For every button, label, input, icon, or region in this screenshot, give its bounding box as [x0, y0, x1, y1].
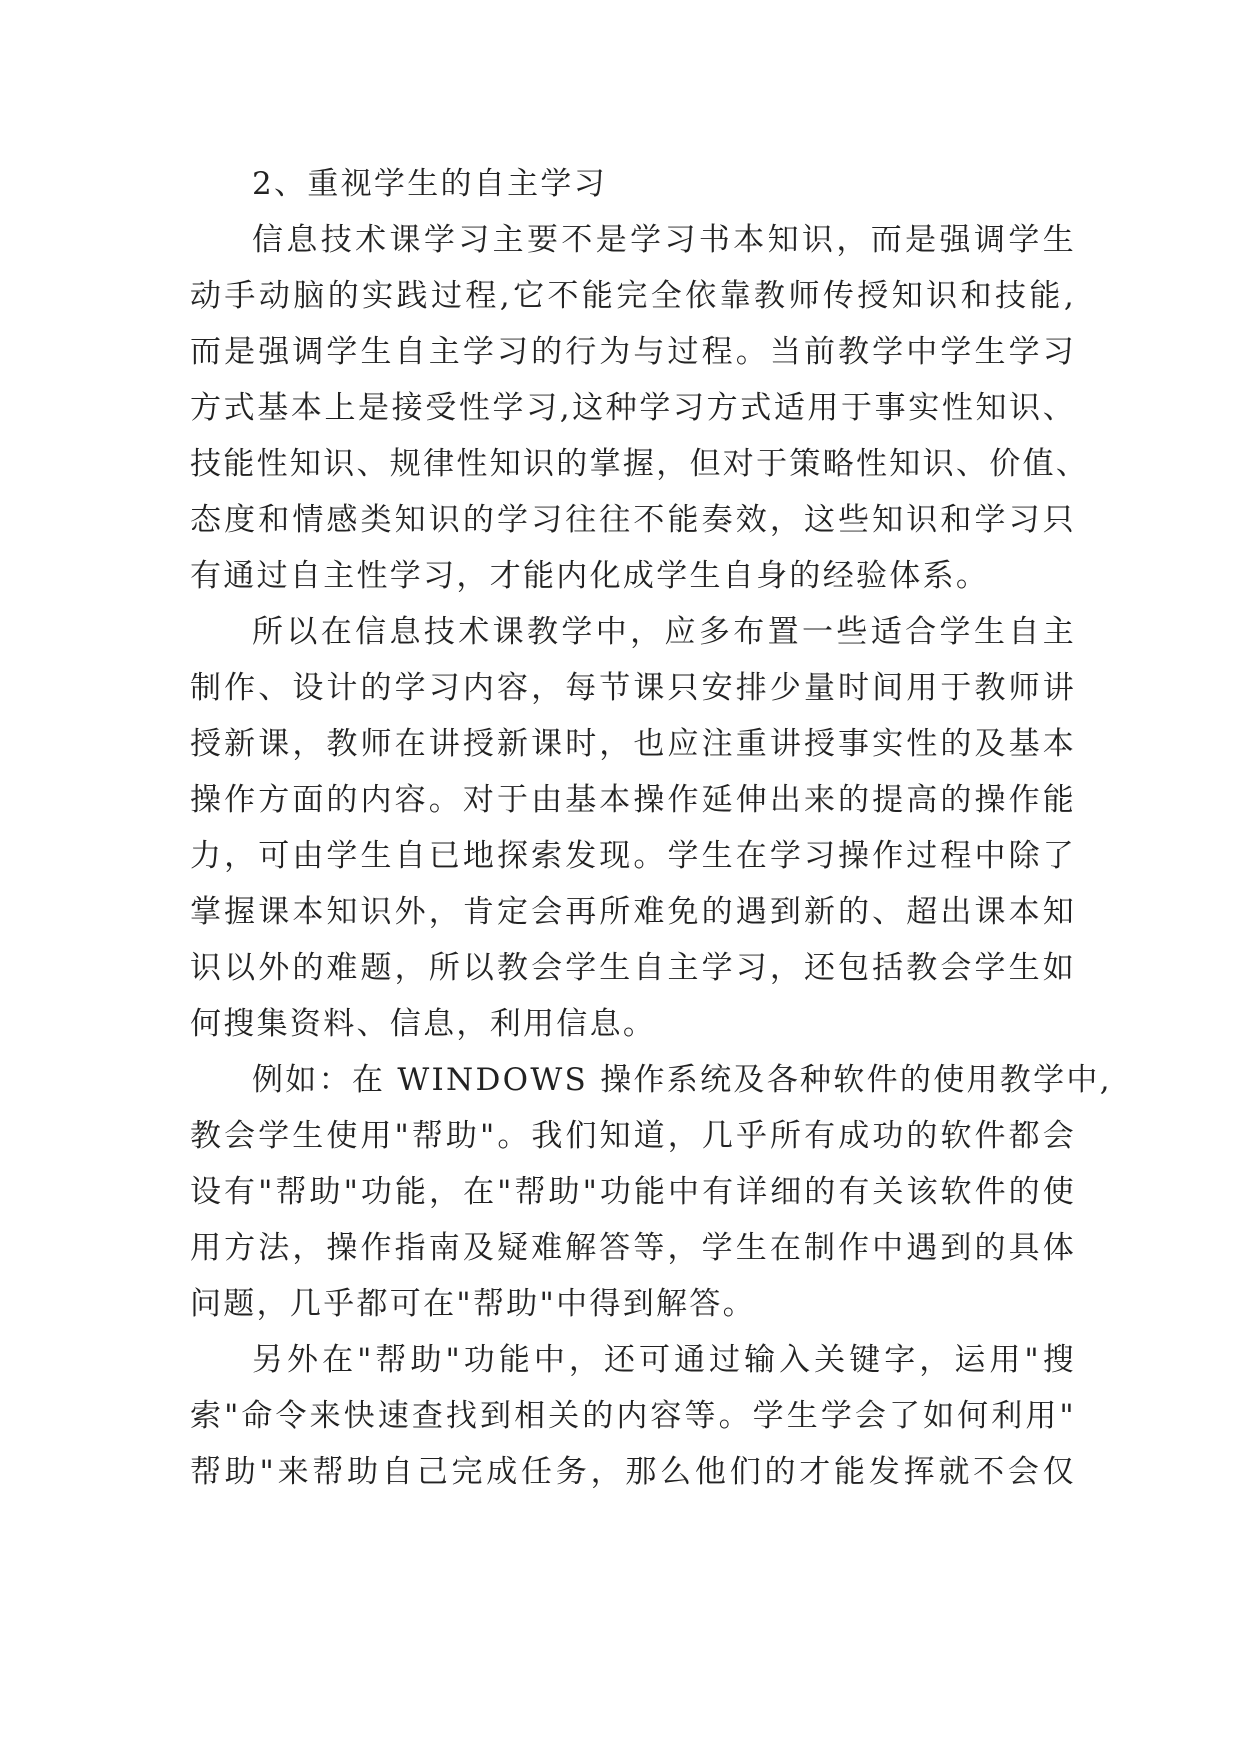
paragraph-line: 所以在信息技术课教学中，应多布置一些适合学生自主 [252, 614, 1076, 650]
paragraph-line: 技能性知识、规律性知识的掌握，但对于策略性知识、价值、 [190, 446, 1090, 482]
paragraph-line: 识以外的难题，所以教会学生自主学习，还包括教会学生如 [190, 950, 1076, 986]
paragraph-line: 帮助"来帮助自己完成任务，那么他们的才能发挥就不会仅 [190, 1454, 1076, 1490]
paragraph-line: 索"命令来快速查找到相关的内容等。学生学会了如何利用" [190, 1398, 1076, 1434]
paragraph-line: 而是强调学生自主学习的行为与过程。当前教学中学生学习 [190, 334, 1076, 370]
section-heading: 2、重视学生的自主学习 [252, 166, 608, 202]
paragraph-line: 方式基本上是接受性学习,这种学习方式适用于事实性知识、 [190, 390, 1076, 426]
paragraph-line: 设有"帮助"功能，在"帮助"功能中有详细的有关该软件的使 [190, 1174, 1076, 1210]
paragraph-line: 操作方面的内容。对于由基本操作延伸出来的提高的操作能 [190, 782, 1076, 818]
paragraph-line: 何搜集资料、信息，利用信息。 [190, 1006, 657, 1042]
document-body [190, 156, 1112, 1500]
paragraph-line: 有通过自主性学习，才能内化成学生自身的经验体系。 [190, 558, 990, 594]
paragraph-line: 态度和情感类知识的学习往往不能奏效，这些知识和学习只 [190, 502, 1076, 538]
paragraph-line: 授新课，教师在讲授新课时，也应注重讲授事实性的及基本 [190, 726, 1076, 762]
paragraph-line: 用方法，操作指南及疑难解答等，学生在制作中遇到的具体 [190, 1230, 1076, 1266]
paragraph-line: 教会学生使用"帮助"。我们知道，几乎所有成功的软件都会 [190, 1118, 1076, 1154]
paragraph-line: 信息技术课学习主要不是学习书本知识，而是强调学生 [252, 222, 1076, 258]
paragraph-line: 问题，几乎都可在"帮助"中得到解答。 [190, 1286, 756, 1322]
paragraph-line: 掌握课本知识外，肯定会再所难免的遇到新的、超出课本知 [190, 894, 1076, 930]
paragraph-line: 制作、设计的学习内容，每节课只安排少量时间用于教师讲 [190, 670, 1076, 706]
paragraph-line: 力，可由学生自已地探索发现。学生在学习操作过程中除了 [190, 838, 1076, 874]
paragraph-line: 动手动脑的实践过程,它不能完全依靠教师传授知识和技能, [190, 278, 1076, 314]
paragraph-line: 另外在"帮助"功能中，还可通过输入关键字，运用"搜 [252, 1342, 1076, 1378]
paragraph-line: 例如：在 WINDOWS 操作系统及各种软件的使用教学中, [252, 1062, 1112, 1098]
